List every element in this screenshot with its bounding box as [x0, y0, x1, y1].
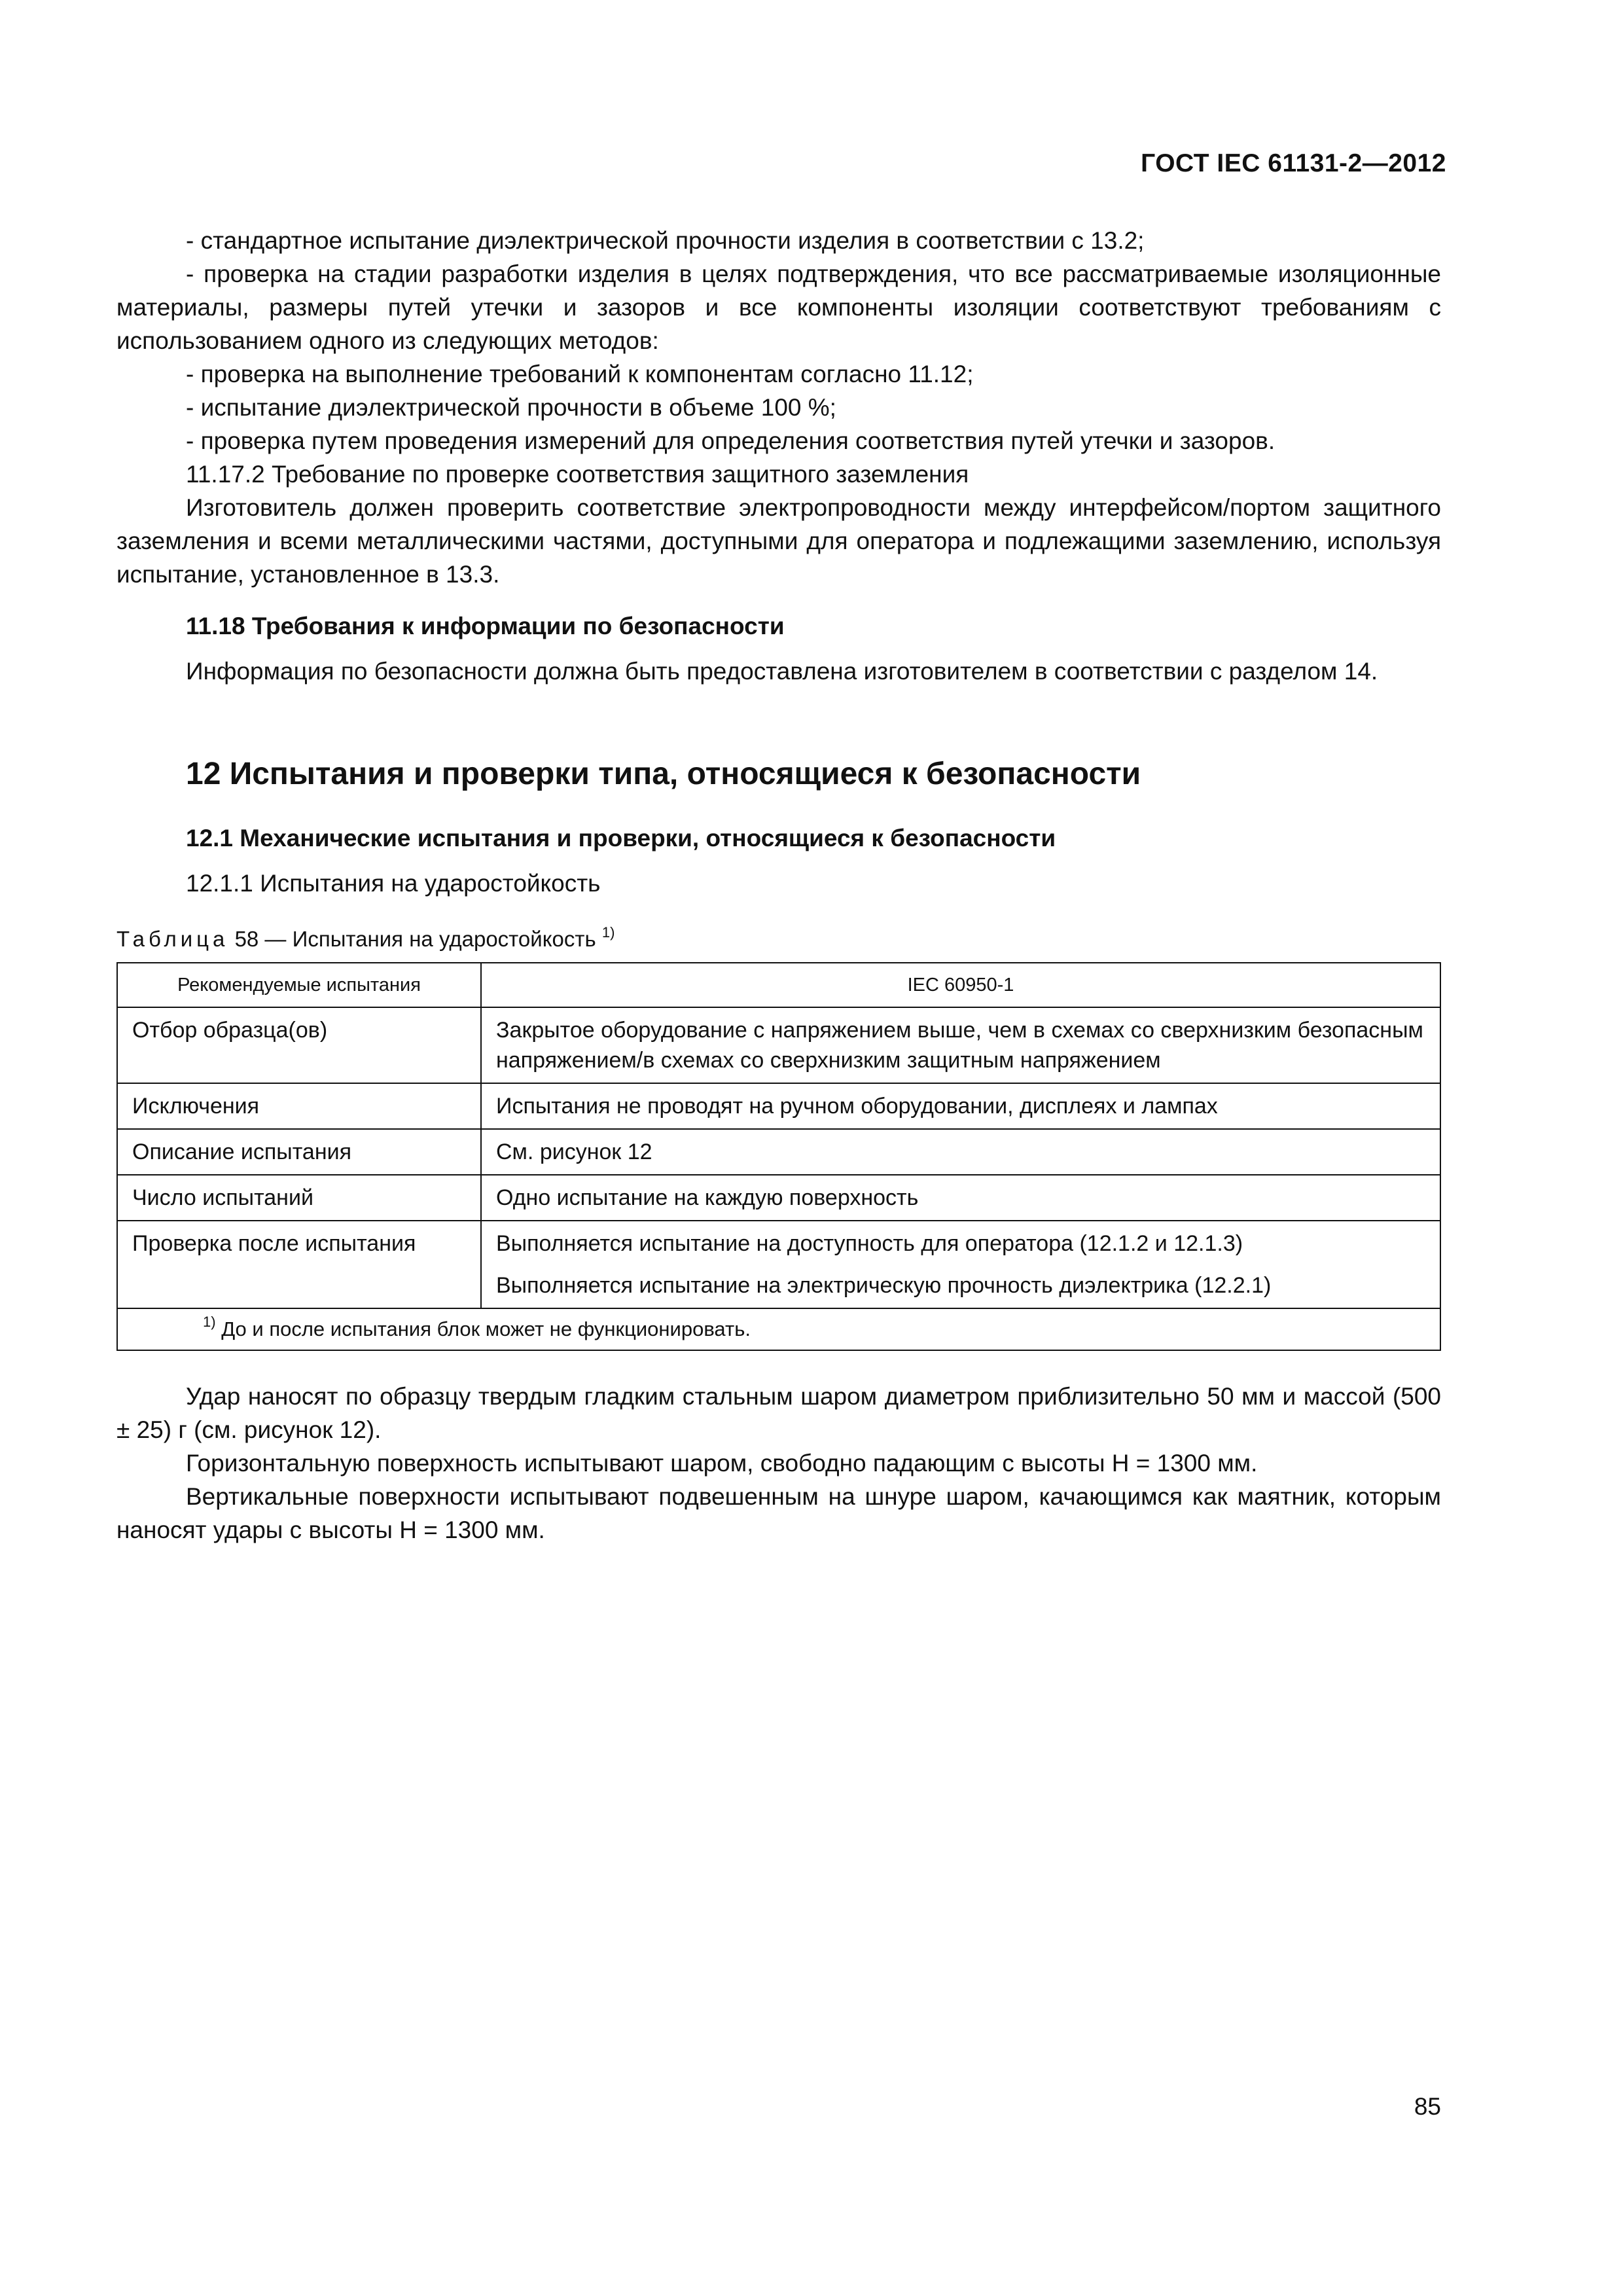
paragraph: Вертикальные поверхности испытывают подвешенным на шнуре шаром, качающимся как маятник, которым наносят удары с высоты H = 1300 мм.: [116, 1483, 1441, 1543]
table-row: [117, 1007, 1440, 1083]
table-footnote-row: [117, 1308, 1440, 1350]
footnote-mark: 1): [203, 1314, 216, 1330]
row-value: Испытания не проводят на ручном оборудовании, дисплеях и лампах: [481, 1083, 1440, 1129]
list-item: - стандартное испытание диэлектрической прочности изделия в соответствии с 13.2;: [186, 227, 1145, 254]
table-row: [117, 1175, 1440, 1221]
list-item: - проверка путем проведения измерений для определения соответствия путей утечки и зазоров.: [186, 427, 1275, 454]
clause-title: 11.17.2 Требование по проверке соответствия защитного заземления: [186, 461, 969, 488]
row-label: Проверка после испытания: [117, 1221, 481, 1308]
impact-test-table: [116, 962, 1441, 1351]
table-header-row: [117, 963, 1440, 1007]
table-caption-label: Таблица: [116, 927, 229, 951]
column-header: Рекомендуемые испытания: [117, 963, 481, 1007]
page-number: 85: [1414, 2093, 1441, 2120]
section-heading-11-18: 11.18 Требования к информации по безопасности: [186, 613, 785, 639]
paragraph: Информация по безопасности должна быть предоставлена изготовителем в соответствии с разделом 14.: [186, 658, 1378, 685]
list-item: - проверка на выполнение требований к компонентам согласно 11.12;: [186, 361, 974, 387]
list-item: - проверка на стадии разработки изделия в целях подтверждения, что все рассматриваемые изоляционные материалы, размеры путей утечки и зазоров и все компоненты изоляции соответствуют требованиям с использованием одного из следующих методов:: [116, 260, 1441, 354]
section-heading-12-1: 12.1 Механические испытания и проверки, относящиеся к безопасности: [186, 825, 1056, 852]
row-value-cell: [481, 1221, 1440, 1308]
table-caption-text: 58 — Испытания на ударостойкость: [234, 927, 596, 951]
row-label: Число испытаний: [117, 1175, 481, 1221]
document-header: ГОСТ IEC 61131-2—2012: [1141, 149, 1446, 177]
page-content: [116, 224, 1441, 1547]
paragraph: Удар наносят по образцу твердым гладким стальным шаром диаметром приблизительно 50 мм и массой (500 ± 25) г (см. рисунок 12).: [116, 1383, 1441, 1443]
row-value: Одно испытание на каждую поверхность: [481, 1175, 1440, 1221]
table-row: [117, 1083, 1440, 1129]
list-item: - испытание диэлектрической прочности в объеме 100 %;: [186, 394, 836, 421]
row-label: Отбор образца(ов): [117, 1007, 481, 1083]
row-label: Описание испытания: [117, 1129, 481, 1175]
row-value: См. рисунок 12: [481, 1129, 1440, 1175]
section-heading-12: 12 Испытания и проверки типа, относящиеся к безопасности: [186, 757, 1141, 791]
table-row: [117, 1221, 1440, 1308]
footnote-mark: 1): [601, 924, 615, 941]
paragraph: Изготовитель должен проверить соответствие электропроводности между интерфейсом/портом защитного заземления и всеми металлическими частями, доступными для оператора и подлежащими заземлению, используя испытание, установленное в 13.3.: [116, 494, 1441, 588]
clause-title: 12.1.1 Испытания на ударостойкость: [186, 870, 601, 897]
table-caption: [116, 922, 1441, 956]
column-header: IEC 60950-1: [481, 963, 1440, 1007]
footnote-text: До и после испытания блок может не функционировать.: [221, 1318, 751, 1340]
row-value: Выполняется испытание на доступность для оператора (12.1.2 и 12.1.3): [496, 1231, 1243, 1256]
paragraph: Горизонтальную поверхность испытывают шаром, свободно падающим с высоты H = 1300 мм.: [186, 1450, 1258, 1477]
row-label: Исключения: [117, 1083, 481, 1129]
table-row: [117, 1129, 1440, 1175]
row-value: Выполняется испытание на электрическую прочность диэлектрика (12.2.1): [496, 1273, 1272, 1298]
table-footnote: [117, 1308, 1440, 1350]
row-value: Закрытое оборудование с напряжением выше, чем в схемах со сверхнизким безопасным напряжением/в схемах со сверхнизким защитным напряжением: [481, 1007, 1440, 1083]
